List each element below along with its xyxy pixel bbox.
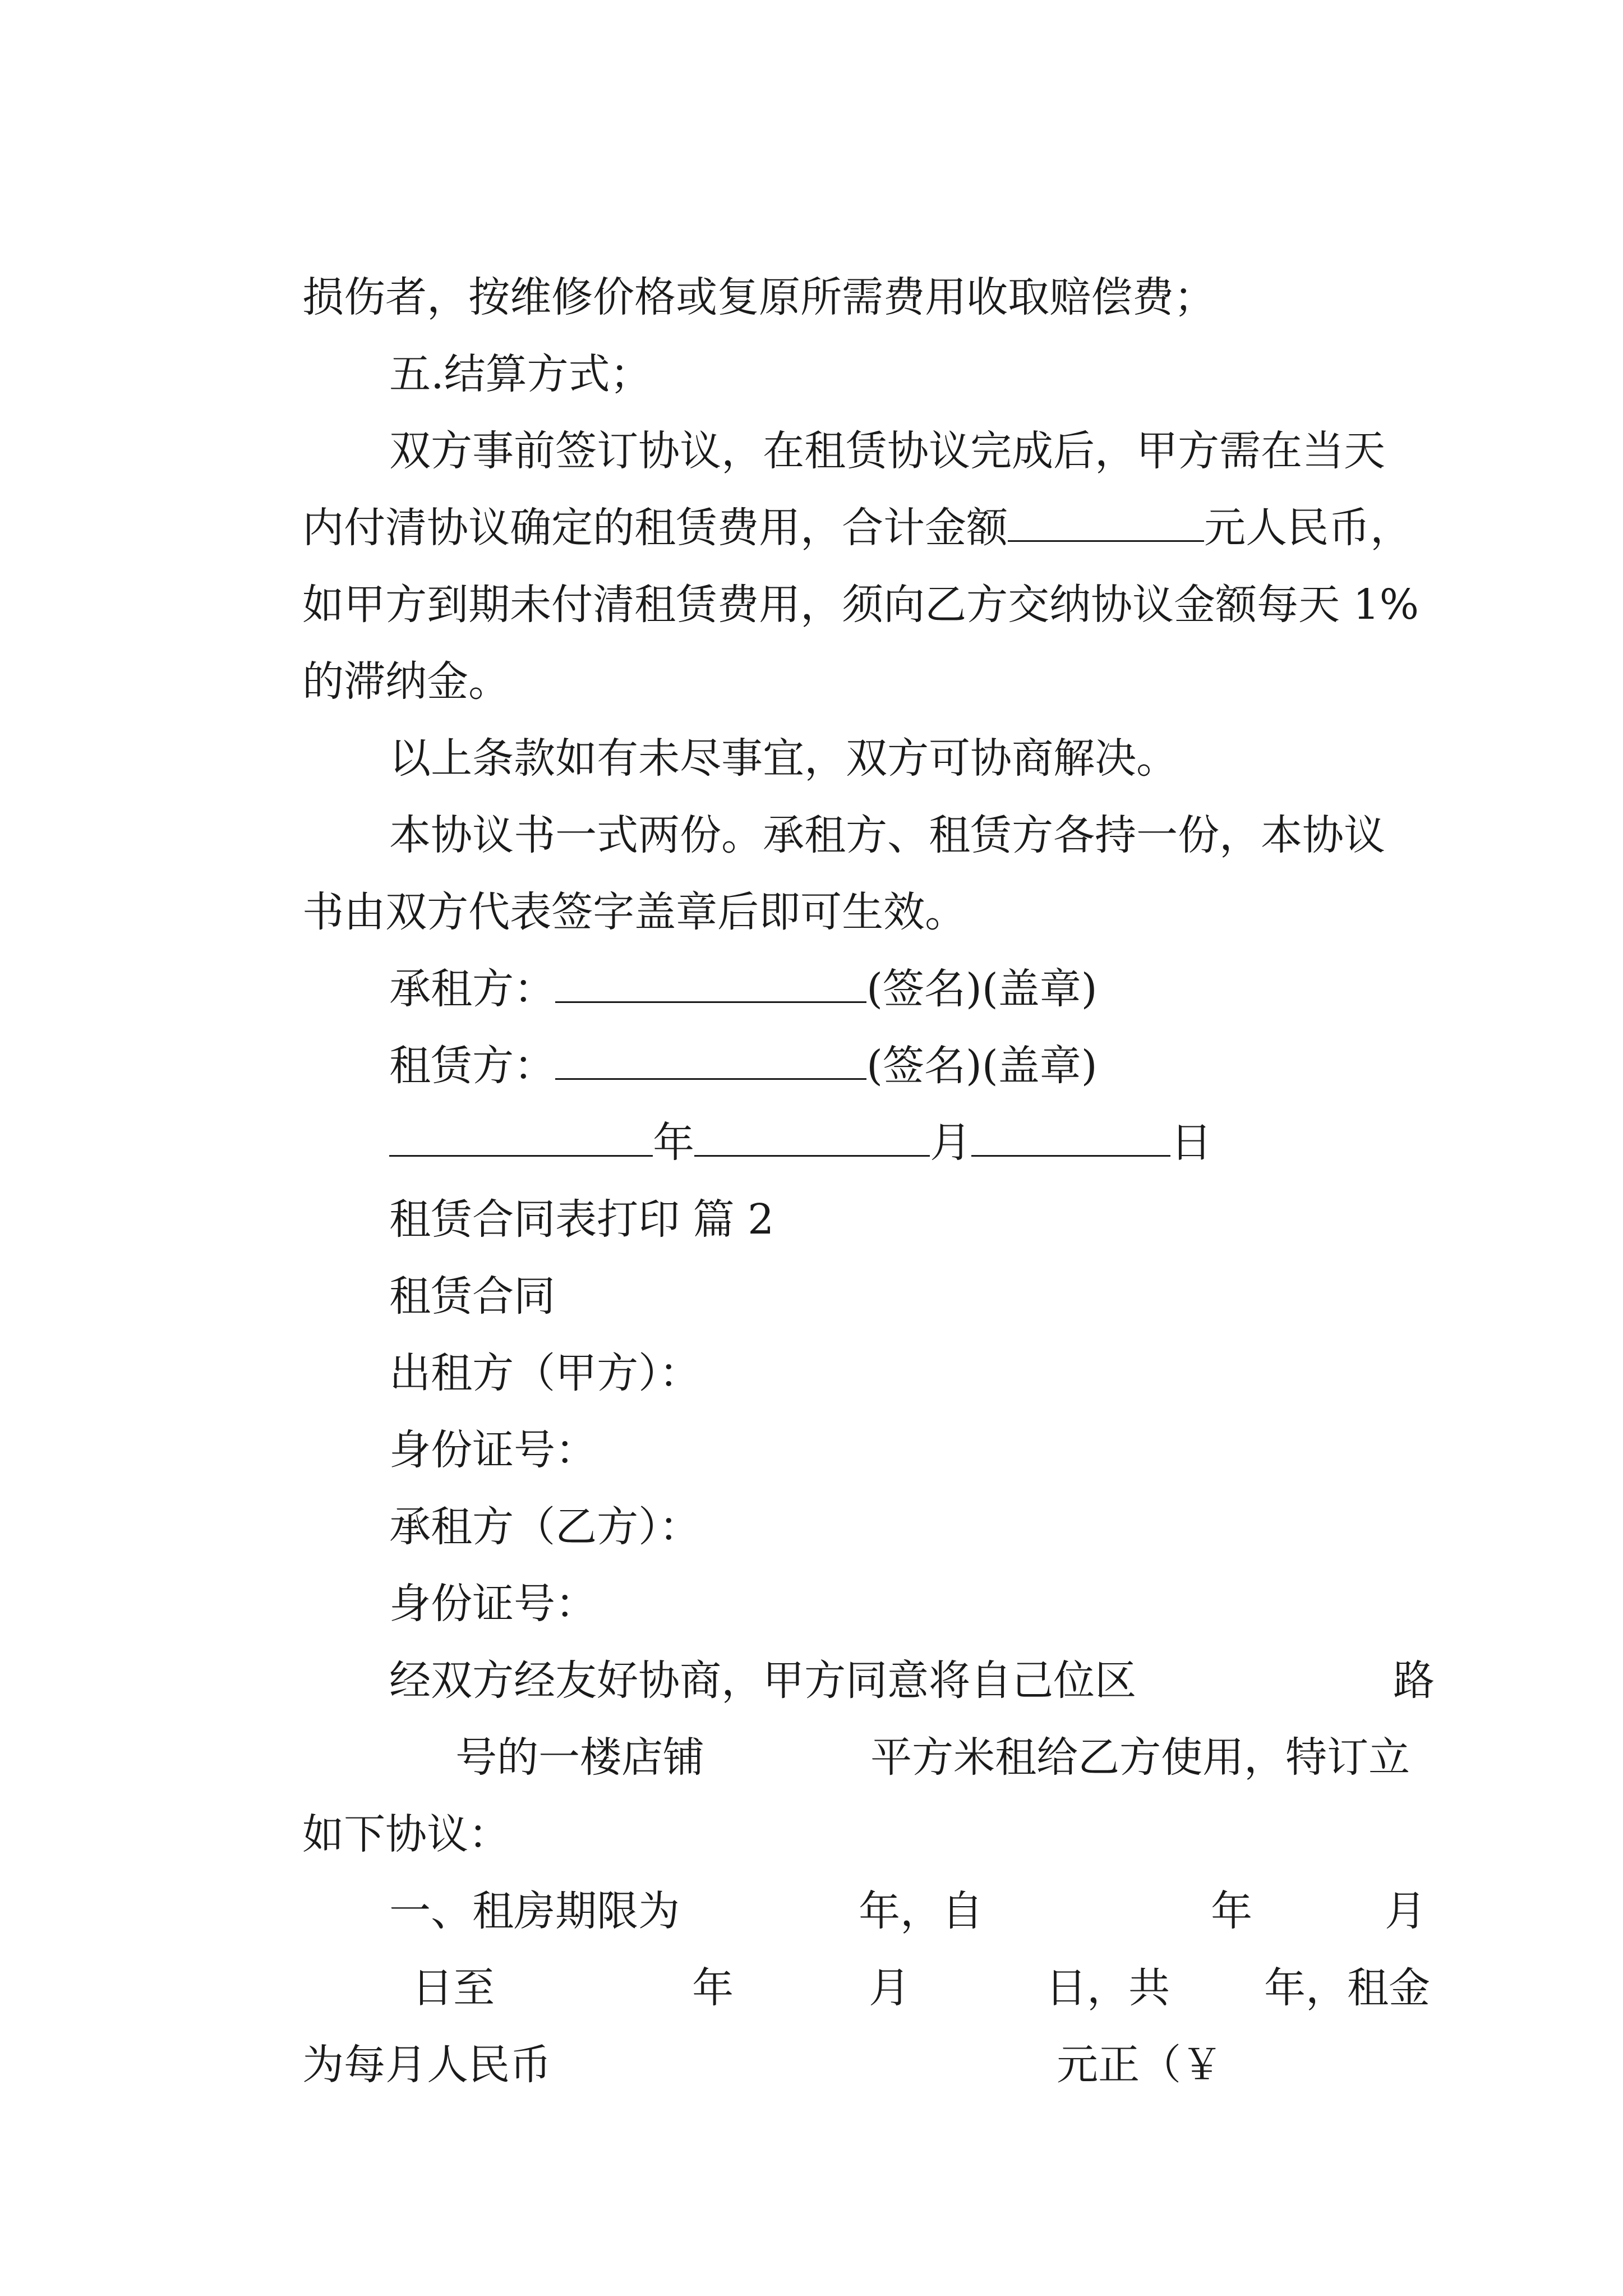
text: 如甲方到期未付清租赁费用，须向乙方交纳协议金额每天 1% [302, 581, 1419, 629]
paragraph-line [250, 213, 1216, 321]
paragraph-line [1158, 1827, 1253, 1935]
paragraph-line [336, 1596, 1137, 1705]
text: 身份证号： [389, 1426, 597, 1474]
party-b-line [336, 1443, 701, 1551]
text: 月 [1385, 1887, 1427, 1935]
text: 号的一楼店铺 [455, 1733, 705, 1782]
text: 年，租金 [1264, 1964, 1431, 2012]
text: 月 [930, 1119, 972, 1167]
paragraph-line [806, 1827, 984, 1935]
text: 年 [653, 1119, 695, 1167]
text: 身份证号： [389, 1580, 597, 1628]
text: 书由双方代表签字盖章后即可生效。 [302, 888, 967, 936]
section-heading [336, 290, 652, 398]
text: 损伤者，按维修价格或复原所需费用收取赔偿费； [302, 273, 1216, 321]
text: 内付清协议确定的租赁费用，合计金额 [302, 504, 1008, 552]
signature-line-lessor [336, 982, 1098, 1090]
paragraph-line [816, 1904, 911, 2012]
paragraph-line [403, 1673, 705, 1782]
party-b-id-line [336, 1520, 597, 1628]
signature-line-lessee [336, 905, 1098, 1013]
paragraph-line [1332, 1827, 1427, 1935]
text: (签名)(盖章) [866, 965, 1098, 1013]
text: 平方米租给乙方使用，特订立 [870, 1733, 1410, 1782]
paragraph-line [250, 828, 967, 936]
text: 五.结算方式； [389, 350, 652, 398]
text: 如下协议： [302, 1810, 510, 1858]
text: 日 [1170, 1119, 1212, 1167]
day-blank [971, 1116, 1170, 1157]
text: 月 [869, 1964, 911, 2012]
text: 日，共 [1045, 1964, 1170, 2012]
paragraph-line [818, 1673, 1410, 1782]
paragraph-line [1004, 1981, 1223, 2089]
label: 承租方： [389, 965, 556, 1013]
text: 元人民币， [1204, 504, 1412, 552]
paragraph-line [250, 1981, 552, 2089]
text: 一、租房期限为 [389, 1887, 680, 1935]
text: 以上条款如有未尽事宜，双方可协商解决。 [389, 734, 1178, 783]
text: 经双方经友好协商，甲方同意将自己位区 [389, 1657, 1137, 1705]
text: 路 [1393, 1657, 1435, 1705]
paragraph-line [336, 674, 1178, 783]
paragraph-line [336, 1827, 680, 1935]
paragraph-line [250, 1750, 510, 1858]
date-line [336, 1059, 1212, 1167]
text: 的滞纳金。 [302, 657, 510, 706]
party-a-id-line [336, 1366, 597, 1474]
paragraph-line [250, 521, 1419, 629]
paragraph-line [993, 1904, 1170, 2012]
paragraph-line [250, 444, 1412, 552]
text: 承租方（乙方）： [389, 1503, 701, 1551]
paragraph-line [1211, 1904, 1431, 2012]
text: 为每月人民币 [302, 2041, 552, 2089]
text: 日至 [412, 1964, 495, 2012]
contract-title [336, 1212, 556, 1320]
text: (签名)(盖章) [866, 1042, 1098, 1090]
text: 元正（￥ [1057, 2041, 1223, 2089]
paragraph-line [359, 1904, 495, 2012]
text: 出租方（甲方）： [389, 1349, 701, 1397]
text: 年，自 [859, 1887, 984, 1935]
paragraph-line [250, 597, 510, 706]
part-heading [336, 1135, 774, 1244]
party-a-line [336, 1289, 701, 1397]
text: 年 [1211, 1887, 1253, 1935]
paragraph-line [336, 751, 1386, 859]
text: 双方事前签订协议，在租赁协议完成后，甲方需在当天 [389, 427, 1386, 475]
text: 年 [692, 1964, 734, 2012]
paragraph-line [336, 367, 1386, 475]
text: 本协议书一式两份。承租方、租赁方各持一份，本协议 [389, 811, 1386, 859]
label: 租赁方： [389, 1042, 556, 1090]
text: 租赁合同 [389, 1272, 556, 1320]
paragraph-line [639, 1904, 734, 2012]
text: 租赁合同表打印 篇 2 [389, 1195, 774, 1244]
paragraph-line [1340, 1596, 1435, 1705]
